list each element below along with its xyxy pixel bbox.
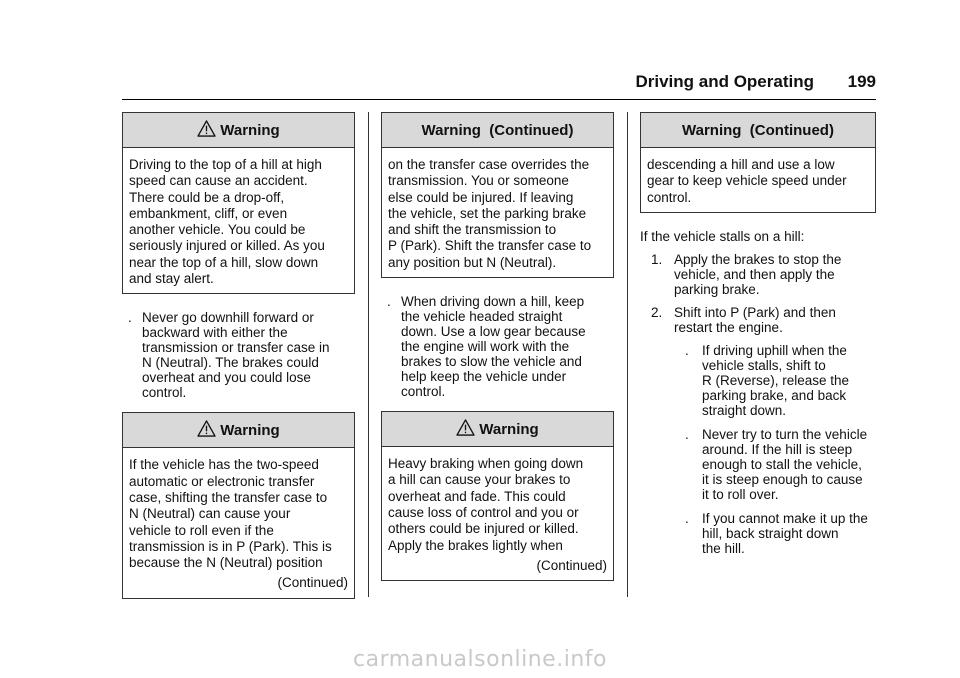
column-1 <box>122 112 355 615</box>
text-line: the hill. <box>702 540 745 556</box>
text-line: it is steep enough to cause <box>702 471 863 487</box>
text-line: N (Neutral). The brakes could <box>142 355 319 371</box>
bullet-marker: . <box>685 342 689 358</box>
text-line: Driving to the top of a hill at high <box>129 157 322 172</box>
text-line: If driving uphill when the <box>702 342 847 358</box>
warning-box <box>640 112 876 213</box>
text-line: the engine will work with the <box>401 339 570 355</box>
warning-box <box>381 112 614 278</box>
text-line: help keep the vehicle under <box>401 369 567 385</box>
warning-icon <box>197 420 216 437</box>
text-line: others could be injured or killed. <box>388 521 579 537</box>
text-line: overheat and fade. This could <box>388 488 566 504</box>
page-number: 199 <box>847 72 876 91</box>
text-line: Shift into P (Park) and then <box>674 304 836 320</box>
text-line: Never go downhill forward or <box>142 310 314 326</box>
text-line: case, shifting the transfer case to <box>129 489 328 505</box>
sub-bullet-item <box>640 427 876 502</box>
warning-title: Warning <box>220 421 280 439</box>
warning-icon <box>197 120 216 137</box>
warning-header <box>382 113 613 148</box>
text-line: it to roll over. <box>702 486 779 502</box>
text-line: and shift the transmission to <box>388 222 557 238</box>
bullet-marker: . <box>685 426 689 442</box>
text-line: If the vehicle has the two-speed <box>129 457 319 473</box>
column-2 <box>381 112 614 597</box>
text-line: If you cannot make it up the <box>702 510 868 526</box>
text-line: the vehicle, set the parking brake <box>388 205 587 221</box>
warning-body <box>641 148 875 212</box>
warning-body <box>123 148 354 293</box>
text-line: straight down. <box>702 402 787 418</box>
text-line: seriously injured or killed. As you <box>129 238 325 254</box>
text-line: overheat and you could lose <box>142 370 311 386</box>
text-line: Heavy braking when going down <box>388 456 584 472</box>
column-divider <box>368 112 369 597</box>
text-line: parking brake, and back <box>702 387 847 403</box>
text-line: parking brake. <box>674 281 760 297</box>
column-3 <box>640 112 876 565</box>
text-line: There could be a drop-off, <box>129 189 285 205</box>
text-line: vehicle to roll even if the <box>129 522 274 538</box>
text-line: gear to keep vehicle speed under <box>647 173 847 189</box>
section-title: Driving and Operating <box>635 72 814 91</box>
text-line: the vehicle headed straight <box>401 309 563 325</box>
text-line: embankment, cliff, or even <box>129 205 288 221</box>
text-line: any position but N (Neutral). <box>388 254 557 270</box>
text-line: near the top of a hill, slow down <box>129 254 319 270</box>
warning-title: Warning <box>479 420 539 438</box>
step-number: 2. <box>651 304 663 320</box>
text-line: backward with either the <box>142 325 288 341</box>
warning-header <box>123 413 354 448</box>
text-line: transmission. You or someone <box>388 173 569 189</box>
text-line: down. Use a low gear because <box>401 324 586 340</box>
text-line: descending a hill and use a low <box>647 157 835 172</box>
page-header <box>122 72 876 100</box>
continued-label: (Continued) <box>277 575 348 591</box>
warning-box <box>381 411 614 581</box>
continued-label: (Continued) <box>536 557 607 573</box>
text-line: and stay alert. <box>129 271 214 287</box>
bullet-marker: . <box>128 310 132 326</box>
warning-box <box>122 112 355 294</box>
bullet-item <box>122 310 355 400</box>
warning-box <box>122 412 355 598</box>
text-line: cause loss of control and you or <box>388 504 579 520</box>
text-line: hill, back straight down <box>702 525 839 541</box>
text-line: vehicle, and then apply the <box>674 266 835 282</box>
text-line: around. If the hill is steep <box>702 441 853 457</box>
text-line: transmission is in P (Park). This is <box>129 538 332 554</box>
numbered-step <box>640 305 876 335</box>
text-line: because the N (Neutral) position <box>129 555 323 571</box>
sub-bullet-item <box>640 511 876 556</box>
text-line: else could be injured. If leaving <box>388 189 574 205</box>
text-line: control. <box>142 385 187 401</box>
text-line: another vehicle. You could be <box>129 222 306 238</box>
text-line: Never try to turn the vehicle <box>702 426 868 442</box>
bullet-item <box>381 294 614 399</box>
text-line: automatic or electronic transfer <box>129 473 315 489</box>
text-line: a hill can cause your brakes to <box>388 472 571 488</box>
text-line: speed can cause an accident. <box>129 173 308 189</box>
text-line: control. <box>647 189 692 205</box>
intro-text: If the vehicle stalls on a hill: <box>640 228 805 244</box>
text-line: When driving down a hill, keep <box>401 294 585 310</box>
text-line: R (Reverse), release the <box>702 372 850 388</box>
text-line: vehicle stalls, shift to <box>702 357 826 373</box>
warning-title: Warning (Continued) <box>682 121 834 139</box>
numbered-step <box>640 252 876 297</box>
warning-icon <box>456 419 475 436</box>
text-line: P (Park). Shift the transfer case to <box>388 238 592 254</box>
bullet-marker: . <box>685 510 689 526</box>
column-divider <box>627 112 628 597</box>
warning-body <box>382 148 613 277</box>
text-line: Apply the brakes to stop the <box>674 251 842 267</box>
text-line: on the transfer case overrides the <box>388 157 590 172</box>
warning-title: Warning <box>220 121 280 139</box>
text-line: N (Neutral) can cause your <box>129 506 291 522</box>
warning-header <box>641 113 875 148</box>
watermark: carmanualsonline.info <box>353 647 607 672</box>
warning-body <box>382 447 613 580</box>
bullet-marker: . <box>387 294 391 310</box>
warning-header <box>382 412 613 447</box>
text-line: restart the engine. <box>674 319 783 335</box>
text-line: enough to stall the vehicle, <box>702 456 862 472</box>
step-number: 1. <box>651 251 663 267</box>
text-line: control. <box>401 384 446 400</box>
warning-title: Warning (Continued) <box>421 121 574 139</box>
text-line: brakes to slow the vehicle and <box>401 354 582 370</box>
warning-body <box>123 448 354 597</box>
text-line: transmission or transfer case in <box>142 340 330 356</box>
warning-header <box>123 113 354 148</box>
text-line: Apply the brakes lightly when <box>388 537 563 553</box>
sub-bullet-item <box>640 343 876 418</box>
